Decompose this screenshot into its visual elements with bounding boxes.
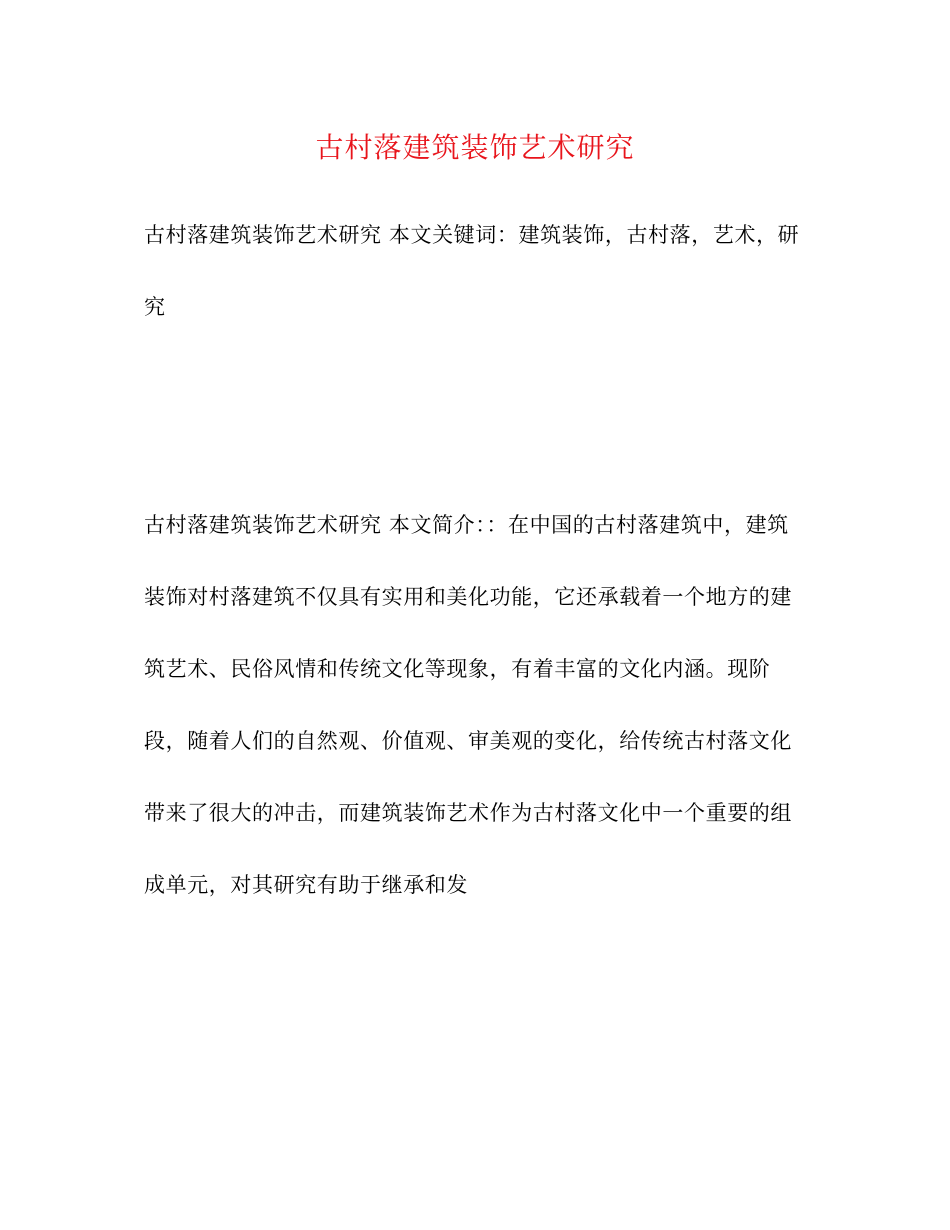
abstract-line-6: 成单元，对其研究有助于继承和发: [144, 873, 468, 897]
keywords-line-2: 究: [144, 295, 166, 319]
abstract-line-3: 筑艺术、民俗风情和传统文化等现象，有着丰富的文化内涵。现阶: [144, 657, 771, 681]
page-title: 古村落建筑装饰艺术研究: [315, 131, 635, 164]
abstract-line-4: 段，随着人们的自然观、价值观、审美观的变化，给传统古村落文化: [144, 729, 792, 753]
abstract-line-2: 装饰对村落建筑不仅具有实用和美化功能，它还承载着一个地方的建: [144, 585, 792, 609]
abstract-line-1: 古村落建筑装饰艺术研究 本文简介：：在中国的古村落建筑中，建筑: [144, 513, 789, 537]
keywords-line-1: 古村落建筑装饰艺术研究 本文关键词：建筑装饰，古村落，艺术，研: [144, 223, 800, 247]
abstract-line-5: 带来了很大的冲击，而建筑装饰艺术作为古村落文化中一个重要的组: [144, 801, 792, 825]
